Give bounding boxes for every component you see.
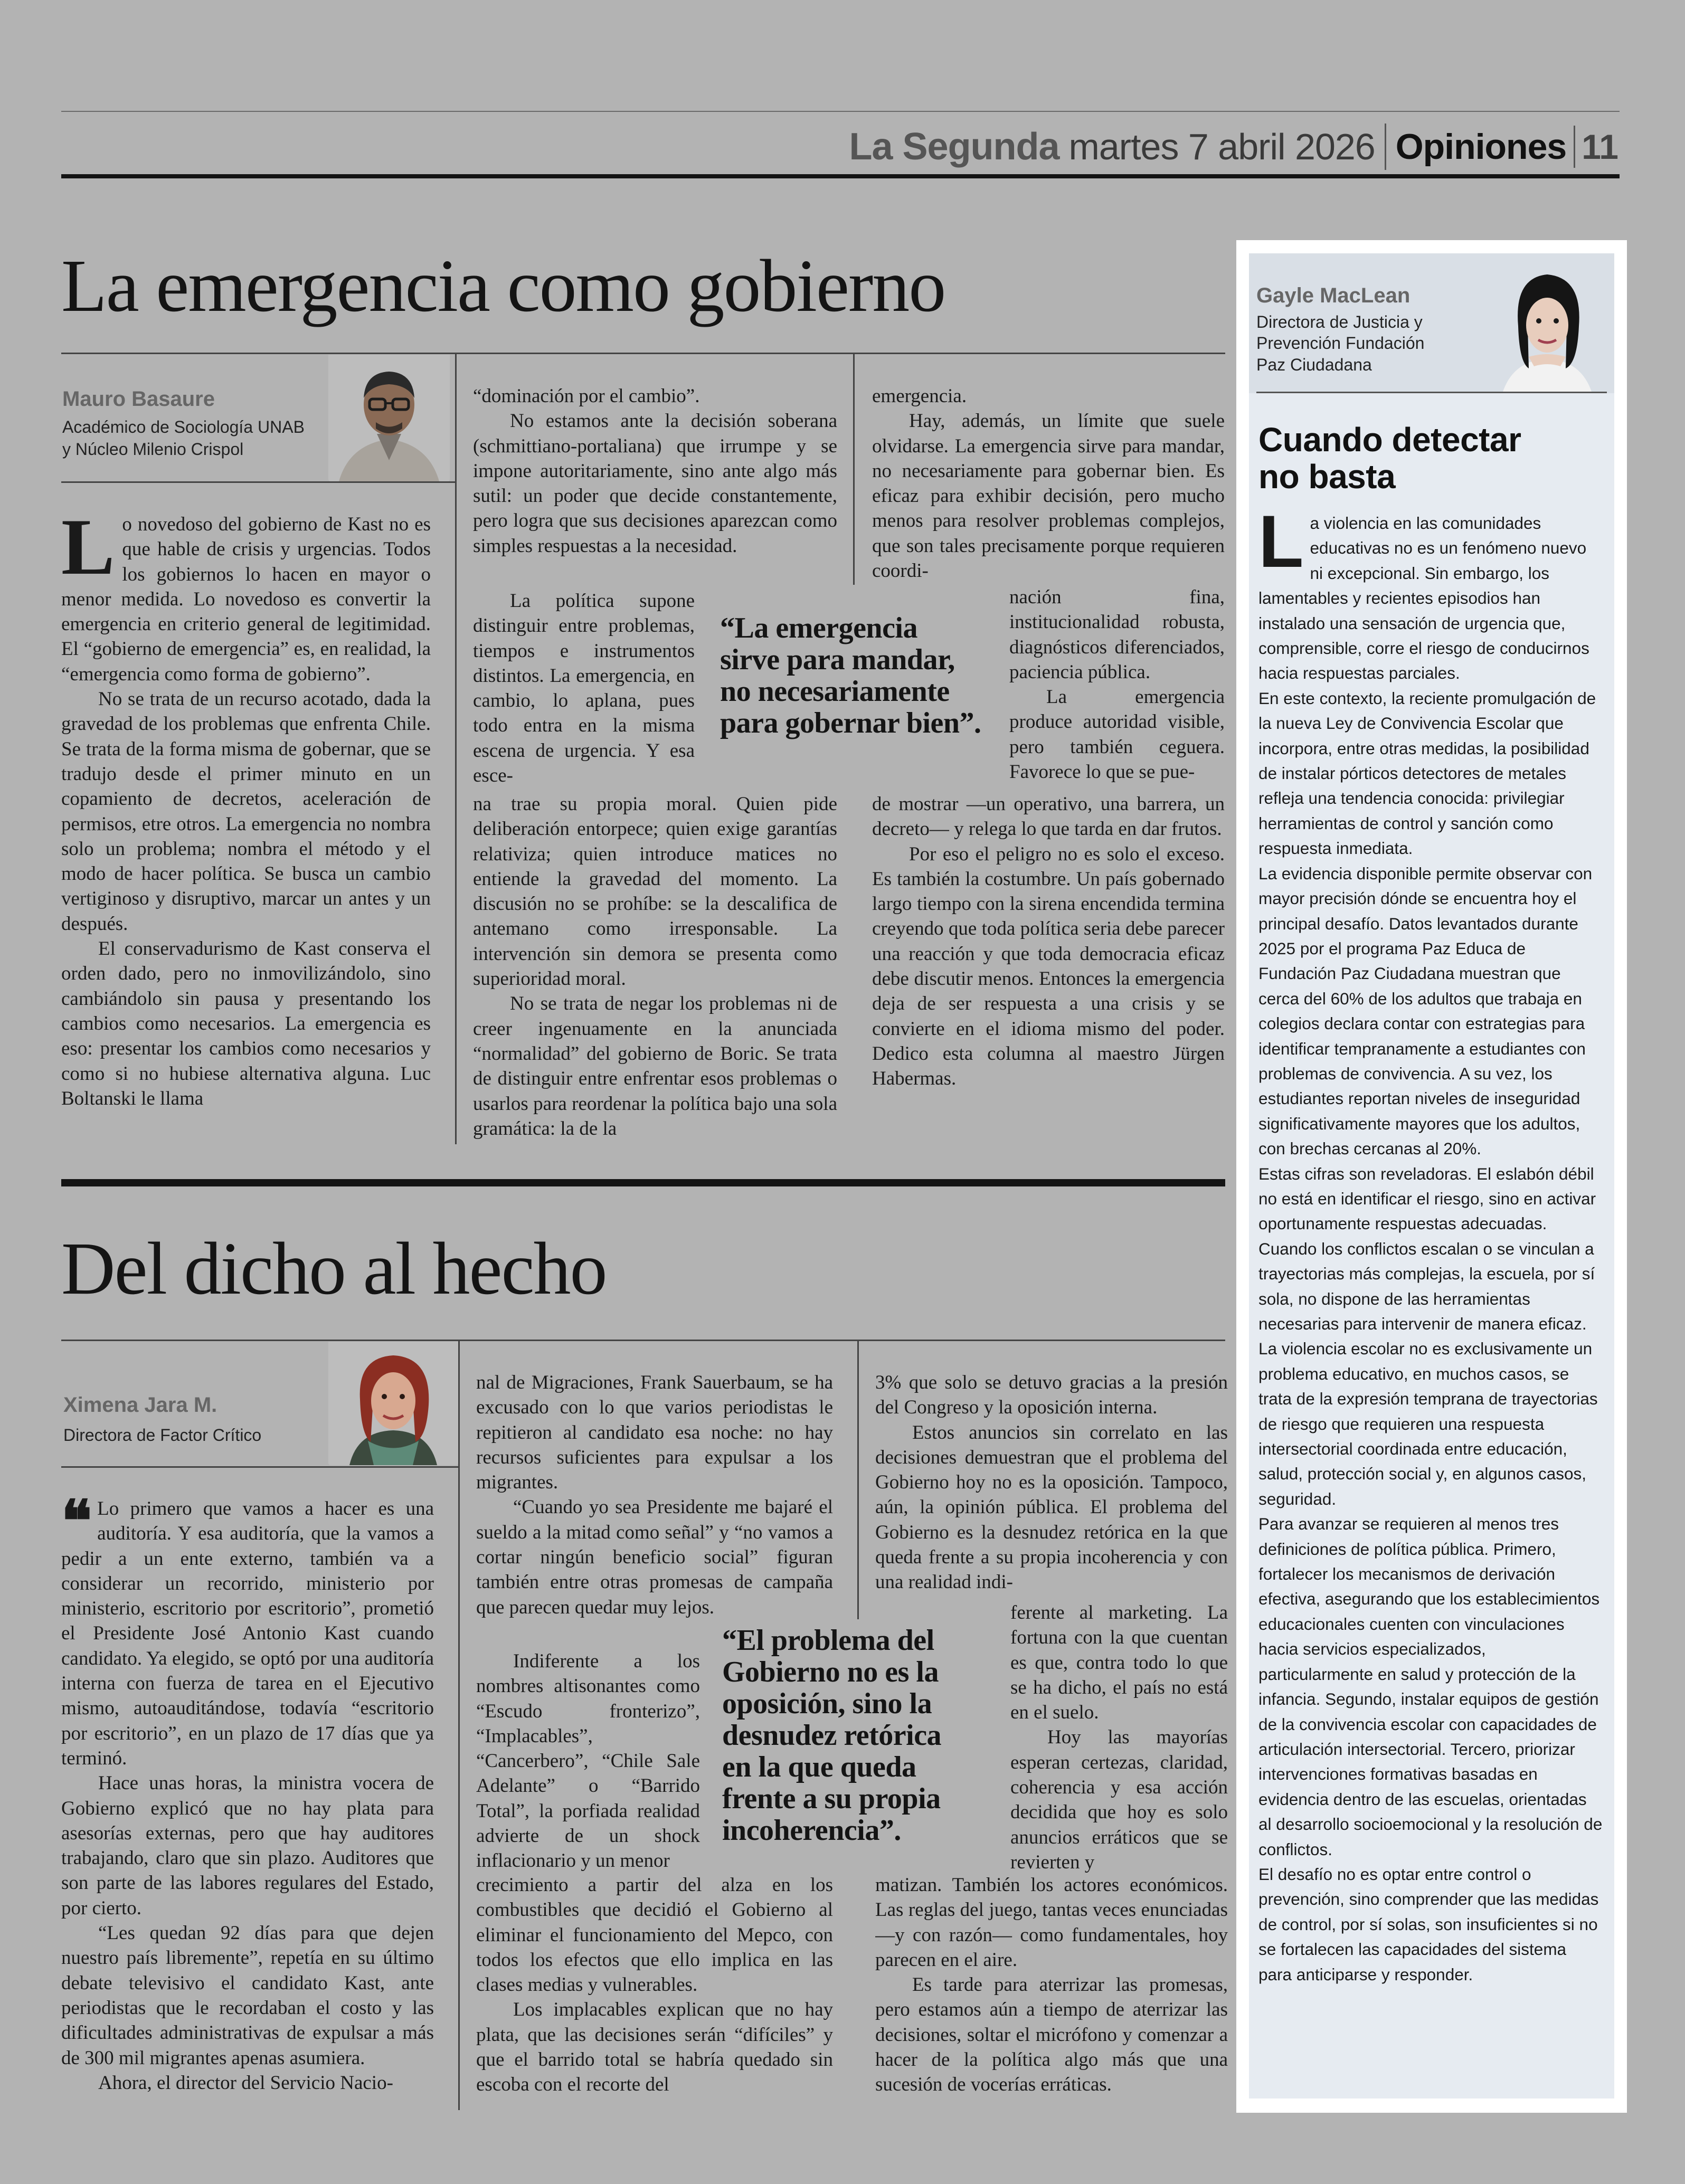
article1-role-line: y Núcleo Milenio Crispol <box>62 440 244 459</box>
article2-byline-rule <box>61 1466 458 1468</box>
article2-paragraph: nal de Migraciones, Frank Sauerbaum, se ha excusado con lo que varios periodistas le repitieron al candidato esa noche: no hay recursos suficientes para expulsar a los migrantes. <box>476 1372 833 1494</box>
newspaper-name: La Segunda <box>849 126 1059 168</box>
header-separator <box>1385 124 1386 170</box>
sidebar-paragraph: El desafío no es optar entre control o prevención, sino comprender que las medidas de control, por sí solas, son insuficientes si no se fortalecen las capacidades del sistema para anticiparse y responder. <box>1258 1864 1599 1984</box>
article1-paragraph: “dominación por el cambio”. <box>473 385 700 407</box>
article2-paragraph <box>61 1496 434 1771</box>
sidebar-paragraph <box>1258 511 1603 686</box>
article2-paragraph: Estos anuncios sin correlato en las decisiones demuestran que el problema del Gobierno hoy no es la oposición. Tampoco, aún, la opinión pública. El problema del Gobierno es la desnudez retórica en la que queda frente a su propia incoherencia y con una realidad indi- <box>875 1421 1228 1593</box>
article1-byline <box>61 353 455 482</box>
article1-author-photo <box>328 355 450 481</box>
article2-paragraph: matizan. También los actores económicos. Las reglas del juego, tantas veces enunciadas —y con razón— como fundamentales, hoy parecen en el aire. <box>875 1874 1228 1971</box>
article2-column-3c <box>875 1873 1228 2110</box>
article2-paragraph: Hoy las mayorías esperan certezas, claridad, coherencia y esa acción decidida que hoy es solo anuncios erráticos que se revierten y <box>1010 1726 1228 1873</box>
article2-paragraph-text: Lo primero que vamos a hacer es una auditoría. Y esa auditoría, que la vamos a pedir a un ente externo, también va a considerar un recorrido, ministerio por ministerio, escritorio por escritorio”, prometió el Presidente José Antonio Kast cuando candidato. Ya elegido, se optó por una auditoría interna con fuerza de tarea en el Ejecutivo mismo, autoauditándose, todavía “escritorio por escritorio”, en un plazo de 17 días que ya terminó. <box>61 1498 434 1769</box>
article1-paragraph: No se trata de un recurso acotado, dada la gravedad de los problemas que enfrenta Chile. Se trata de la forma misma de gobernar, que se tradujo desde el primer minuto en un copamiento de decretos, aceleración de permisos, etre otros. La emergencia no nombra solo un problema; nombra el método y el modo de hacer política. Se busca un cambio vertiginoso y disruptivo, marcar un antes y un después. <box>61 688 431 935</box>
header-top-rule <box>61 111 1620 112</box>
sidebar-paragraph: La evidencia disponible permite observar con mayor precisión dónde se encuentra hoy el principal desafío. Datos levantados durante 2025 por el programa Paz Educa de Fundación Paz Ciudadana muestran que cerca del 60% de los adultos que trabaja en colegios declara contar con estrategias para identificar tempranamente a estudiantes con problemas de convivencia. A su vez, los estudiantes reportan niveles de inseguridad significativamente mayores que los adultos, con brechas cercanas al 20%. <box>1258 863 1593 1159</box>
article2-column-2c <box>476 1873 833 2110</box>
sidebar-dropcap: L <box>1258 511 1304 583</box>
article2-author: Ximena Jara M. <box>63 1393 217 1417</box>
sidebar-role-line: Paz Ciudadana <box>1256 355 1372 374</box>
sidebar-title <box>1258 421 1609 495</box>
article1-author-role <box>62 416 347 460</box>
sidebar-paragraph: En este contexto, la reciente promulgación de la nueva Ley de Convivencia Escolar que incorpora, entre otras medidas, la posibilidad de instalar pórticos detectores de metales refleja una tendencia conocida: privilegiar herramientas de control y sanción como respuesta inmediata. <box>1258 688 1596 858</box>
article1-paragraph-text: o novedoso del gobierno de Kast no es que hable de crisis y urgencias. Todos los gobiernos lo hacen en mayor o menor medida. Lo novedoso es convertir la emergencia en criterio general de legitimidad. El “gobierno de emergencia” es, en realidad, la “emergencia como forma de gobierno”. <box>61 514 431 685</box>
article2-column-rule-2a <box>857 1340 859 1619</box>
article2-paragraph: “Cuando yo sea Presidente me bajaré el sueldo a la mitad como señal” y “no vamos a cortar ningún beneficio social” figuran también entre otras promesas de campaña que parecen quedar muy lejos. <box>476 1496 833 1618</box>
article2-quote-mark: ❝ <box>61 1496 92 1553</box>
sidebar-title-line: Cuando detectar <box>1258 421 1521 459</box>
article2-paragraph: 3% que solo se detuvo gracias a la presión del Congreso y la oposición interna. <box>875 1372 1228 1419</box>
article1-role-line: Académico de Sociología UNAB <box>62 417 305 436</box>
article1-author: Mauro Basaure <box>62 387 215 411</box>
article2-paragraph: “Les quedan 92 días para que dejen nuestro país libremente”, repetía en su último debate televisivo el candidato Kast, ante periodistas que le recordaban el costo y las dificultades administrativas de expulsar a más de 300 mil migrantes apenas asumiera. <box>61 1922 434 2069</box>
article2-paragraph: ferente al marketing. La fortuna con la que cuentan es que, contra todo lo que se ha dicho, el país no está en el suelo. <box>1010 1602 1228 1724</box>
article2-paragraph: Indiferente a los nombres altisonantes como “Escudo fronterizo”, “Implacables”, “Cancerbero”, “Chile Sale Adelante” o “Barrido Total”, la porfiada realidad advierte de un shock inflacionario y un menor <box>476 1650 700 1872</box>
article1-column-2b <box>473 588 695 810</box>
page-header <box>849 115 1618 178</box>
article1-paragraph: No estamos ante la decisión soberana (schmittiano-portaliana) que irrumpe y se impone autoritariamente, sino ante algo más sutil: un poder que decide constantemente, pero logra que sus decisiones aparezcan como simples respuestas a la necesidad. <box>473 410 837 557</box>
article2-column-2b <box>476 1649 700 1881</box>
article1-paragraph: na trae su propia moral. Quien pide deliberación entorpece; quien exige garantías relativiza; quien introduce matices no entiende la gravedad del momento. La discusión no se prohíbe: se la descalifica de antemano como irresponsable. La intervención sin demora se presenta como superioridad moral. <box>473 793 837 990</box>
article2-paragraph: Ahora, el director del Servicio Nacio- <box>98 2072 393 2094</box>
article1-paragraph: No se trata de negar los problemas ni de creer ingenuamente en la anunciada “normalidad” del gobierno de Boric. Se trata de distinguir entre enfrentar esos problemas o usarlos para reordenar la política bajo una sola gramática: la de la <box>473 993 837 1140</box>
article1-pull-quote: “La emergencia sirve para mandar, no necesariamente para gobernar bien”. <box>720 612 981 739</box>
article2-pull-quote: “El problema del Gobierno no es la oposición, sino la desnudez retórica en la que queda frente a su propia incoherencia”. <box>722 1624 942 1847</box>
sidebar-byline-rule <box>1256 392 1607 393</box>
page-number: 11 <box>1582 127 1618 166</box>
article2-column-2a <box>476 1370 833 1645</box>
header-separator-2 <box>1574 126 1575 168</box>
sidebar-author-photo <box>1481 263 1613 393</box>
article1-byline-rule <box>61 481 455 483</box>
sidebar-paragraph: Estas cifras son reveladoras. El eslabón débil no está en identificar el riesgo, sino en activar oportunamente respuestas adecuadas. Cuando los conflictos escalan o se vinculan a trayectorias más complejas, la escuela, por sí sola, no dispone de las herramientas necesarias para intervenir de manera eficaz. <box>1258 1164 1596 1333</box>
section-name: Opiniones <box>1395 127 1567 167</box>
article2-byline <box>61 1340 458 1466</box>
article2-author-photo <box>328 1342 458 1465</box>
sidebar-title-line: no basta <box>1258 458 1396 496</box>
article1-column-rule-1 <box>455 353 457 1144</box>
article2-author-role: Directora de Factor Crítico <box>63 1426 262 1445</box>
article2-column-3a <box>875 1370 1228 1608</box>
article2-column-3b <box>1010 1600 1228 1880</box>
sidebar-body <box>1258 511 1603 2089</box>
article2-paragraph: Es tarde para aterrizar las promesas, pero estamos aún a tiempo de aterrizar las decisiones, soltar el micrófono y comenzar a hacer de la política algo más que una sucesión de vocerías erráticas. <box>875 1974 1228 2096</box>
sidebar-author-role <box>1256 311 1478 375</box>
article1-paragraph: Hay, además, un límite que suele olvidarse. La emergencia sirve para mandar, no necesariamente para gobernar bien. Es eficaz para exhibir decisión, pero mucho menos para resolver problemas complejos, que son tales precisamente porque requieren coordi- <box>872 410 1225 582</box>
article1-dropcap: L <box>61 512 115 591</box>
article1-column-3a <box>872 384 1225 584</box>
article2-paragraph: Los implacables explican que no hay plata, que las decisiones serán “difíciles” y que el barrido total se habría quedado sin escoba con el recorte del <box>476 1999 833 2096</box>
article2-column-1 <box>61 1496 434 2109</box>
article2-column-rule-1 <box>458 1340 460 2110</box>
header-bottom-rule <box>61 174 1620 178</box>
sidebar-role-line: Prevención Fundación <box>1256 334 1425 353</box>
issue-date: martes 7 abril 2026 <box>1068 126 1375 167</box>
sidebar-author: Gayle MacLean <box>1256 284 1411 307</box>
article1-paragraph: emergencia. <box>872 385 967 407</box>
article1-paragraph: Por eso el peligro no es solo el exceso. Es también la costumbre. Un país gobernado largo tiempo con la sirena encendida termina creyendo que toda política seria debe parecer una reacción y que toda democracia eficaz debe discutir menos. Entonces la emergencia deja de ser respuesta a una crisis y se convierte en el idioma mismo del poder. Dedico esta columna al maestro Jürgen Habermas. <box>872 843 1225 1090</box>
article1-paragraph: La política supone distinguir entre problemas, tiempos e instrumentos distintos. La emergencia, en cambio, lo aplana, pues todo entra en la misma escena de urgencia. Y esa esce- <box>473 590 695 787</box>
article1-paragraph: de mostrar —un operativo, una barrera, un decreto— y relega lo que tarda en dar frutos. <box>872 793 1225 840</box>
article2-headline: Del dicho al hecho <box>61 1227 607 1310</box>
article1-column-2a <box>473 384 837 590</box>
article1-paragraph: La emergencia produce autoridad visible, pero también ceguera. Favorece lo que se pue- <box>1009 686 1225 783</box>
article1-paragraph: El conservadurismo de Kast conserva el orden dado, pero no inmovilizándolo, sino cambiándolo sin pausa y presentando los cambios como necesarios. La emergencia es eso: presentar los cambios como necesarios y como si no hubiese alternativa alguna. Luc Boltanski le llama <box>61 938 431 1109</box>
article1-column-1 <box>61 512 431 1145</box>
article1-headline: La emergencia como gobierno <box>61 244 945 327</box>
article1-column-3c <box>872 792 1225 1145</box>
sidebar-byline <box>1249 253 1614 393</box>
article1-column-rule-2a <box>853 353 855 585</box>
sidebar-paragraph-text: a violencia en las comunidades educativas no es un fenómeno nuevo ni excepcional. Sin embargo, los lamentables y recientes episodios han instalado una sensación de urgencia que, comprensible, corre el riesgo de conducirnos hacia respuestas parciales. <box>1258 514 1589 683</box>
article1-paragraph: nación fina, institucionalidad robusta, diagnósticos diferenciados, paciencia pública. <box>1009 586 1225 683</box>
article1-paragraph <box>61 512 431 687</box>
sidebar-role-line: Directora de Justicia y <box>1256 312 1423 331</box>
article1-column-3b <box>1009 585 1225 791</box>
section-divider <box>61 1179 1225 1186</box>
article2-paragraph: crecimiento a partir del alza en los combustibles que decidió el Gobierno al eliminar el funcionamiento del Mepco, con todos los efectos que ello implica en las clases medias y vulnerables. <box>476 1874 833 1996</box>
article2-paragraph: Hace unas horas, la ministra vocera de Gobierno explicó que no hay plata para asesorías externas, pero que hay auditores trabajando, claro que sin plazo. Auditores que son parte de las labores regulares del Estado, por cierto. <box>61 1772 434 1919</box>
article1-column-2c <box>473 792 837 1145</box>
sidebar-paragraph: Para avanzar se requieren al menos tres definiciones de política pública. Primero, fortalecer los mecanismos de derivación efectiva, asegurando que los establecimientos educacionales cuenten con vinculaciones hacia servicios especializados, particularmente en salud y protección de la infancia. Segundo, instalar equipos de gestión de la convivencia escolar con capacidades de articulación intersectorial. Tercero, priorizar intervenciones formativas basadas en evidencia dentro de las escuelas, orientadas al desarrollo socioemocional y la resolución de conflictos. <box>1258 1514 1603 1859</box>
sidebar-paragraph: La violencia escolar no es exclusivamente un problema educativo, en muchos casos, se trata de la expresión temprana de trayectorias de riesgo que requieren una respuesta intersectorial coordinada entre educación, salud, protección social y, en algunos casos, seguridad. <box>1258 1339 1598 1508</box>
